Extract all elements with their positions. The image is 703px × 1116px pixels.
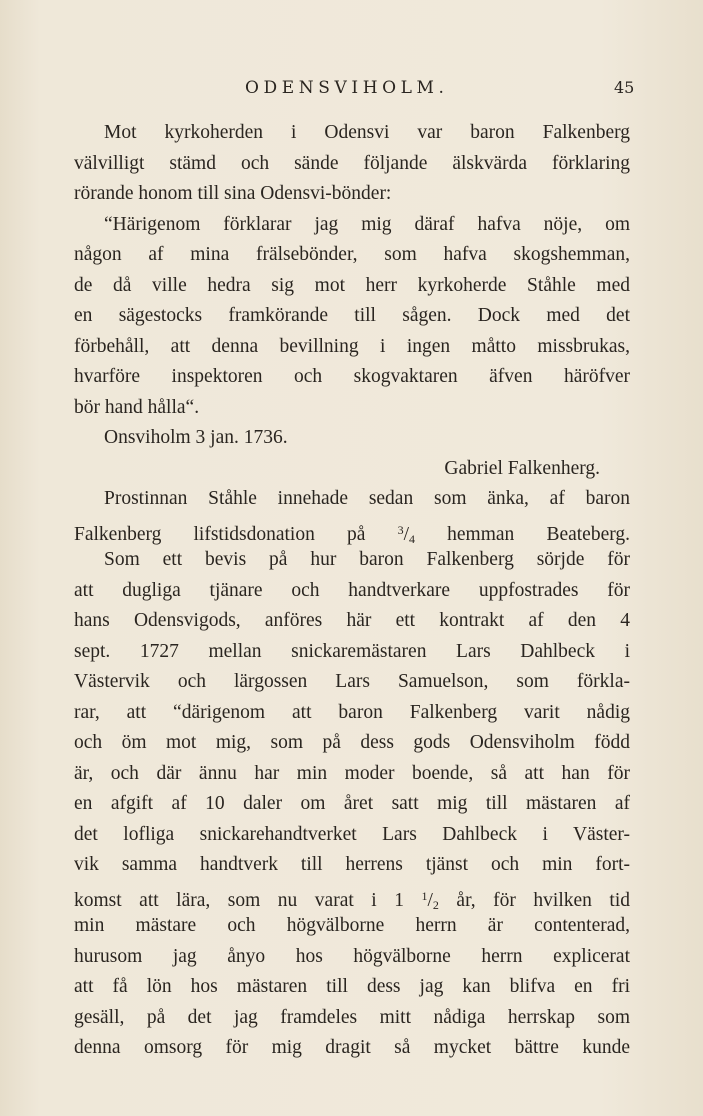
text-line: det lofliga snickarehandtverket Lars Dahlbeck i Väster- [74,823,630,845]
text-line: “Härigenom förklarar jag mig däraf hafva nöje, om [104,213,630,235]
text-line: bör hand hålla“. [74,396,200,418]
text-line: gesäll, på det jag framdeles mitt nådiga herrskap som [74,1006,630,1028]
text-line: denna omsorg för mig dragit så mycket bättre kunde [74,1037,630,1058]
text-line: min mästare och högvälborne herrn är contenterad, [74,915,630,936]
text-line: de då ville hedra sig mot herr kyrkoherde Ståhle med [74,274,630,296]
text-line: hvarföre inspektoren och skogvaktaren äfven häröfver [74,366,630,387]
page-number: 45 [614,78,635,97]
text-line-fraction: komst att lära, som nu varat i 1 $^1/_2$ år, för hvilken tid [74,888,631,912]
body-text [74,118,630,1064]
text-line: någon af mina frälsebönder, som hafva skogshemman, [74,244,630,265]
text-line: att dugliga tjänare och handtverkare uppfostrades för [74,579,630,601]
date-line: Onsviholm 3 jan. 1736. [104,427,288,448]
text-segment: komst att lära, som nu varat i 1 [74,889,404,911]
fraction-denominator: 4 [409,531,415,546]
text-line: rar, att “därigenom att baron Falkenberg varit nådig [74,701,630,723]
fraction-numerator: 3 [397,522,404,537]
text-line: Västervik och lärgossen Lars Samuelson, som förkla- [74,671,630,692]
running-title: ODENSVIHOLM. [245,78,449,98]
text-segment: Falkenberg lifstidsdonation på [74,523,366,545]
text-line: Som ett bevis på hur baron Falkenberg sörjde för [104,549,630,570]
text-segment: hemman Beateberg. [447,523,631,545]
text-line: förbehåll, att denna bevillning i ingen måtto missbrukas, [74,335,630,357]
text-line: att få lön hos mästaren till dess jag kan blifva en fri [74,976,630,997]
text-line: rörande honom till sina Odensvi-bönder: [74,183,392,204]
text-line: en afgift af 10 daler om året satt mig till mästaren af [74,793,630,814]
text-line: hans Odensvigods, anföres här ett kontrakt af den 4 [74,610,630,631]
text-line: vik samma handtverk till herrens tjänst och min fort- [74,854,630,875]
text-line: är, och där ännu har min moder boende, så att han för [74,762,630,784]
text-line: hurusom jag ånyo hos högvälborne herrn explicerat [74,945,630,967]
text-line: Prostinnan Ståhle innehade sedan som änka, af baron [104,488,630,509]
text-line: en sägestocks framkörande till sågen. Dock med det [74,305,630,326]
page-header [0,78,703,102]
text-line: och öm mot mig, som på dess gods Odensviholm född [74,732,630,753]
text-line-fraction: Falkenberg lifstidsdonation på $^3/_4$ hemman Beateberg. [74,522,631,546]
text-segment: år, för hvilken tid [456,889,631,911]
fraction-denominator: 2 [432,897,439,912]
text-line: Mot kyrkoherden i Odensvi var baron Falkenberg [104,122,630,143]
fraction-numerator: 1 [421,888,428,903]
text-line: sept. 1727 mellan snickaremästaren Lars Dahlbeck i [74,640,630,662]
signature-line: Gabriel Falkenherg. [444,457,600,479]
text-line: välvilligt stämd och sände följande älskvärda förklaring [74,152,630,174]
